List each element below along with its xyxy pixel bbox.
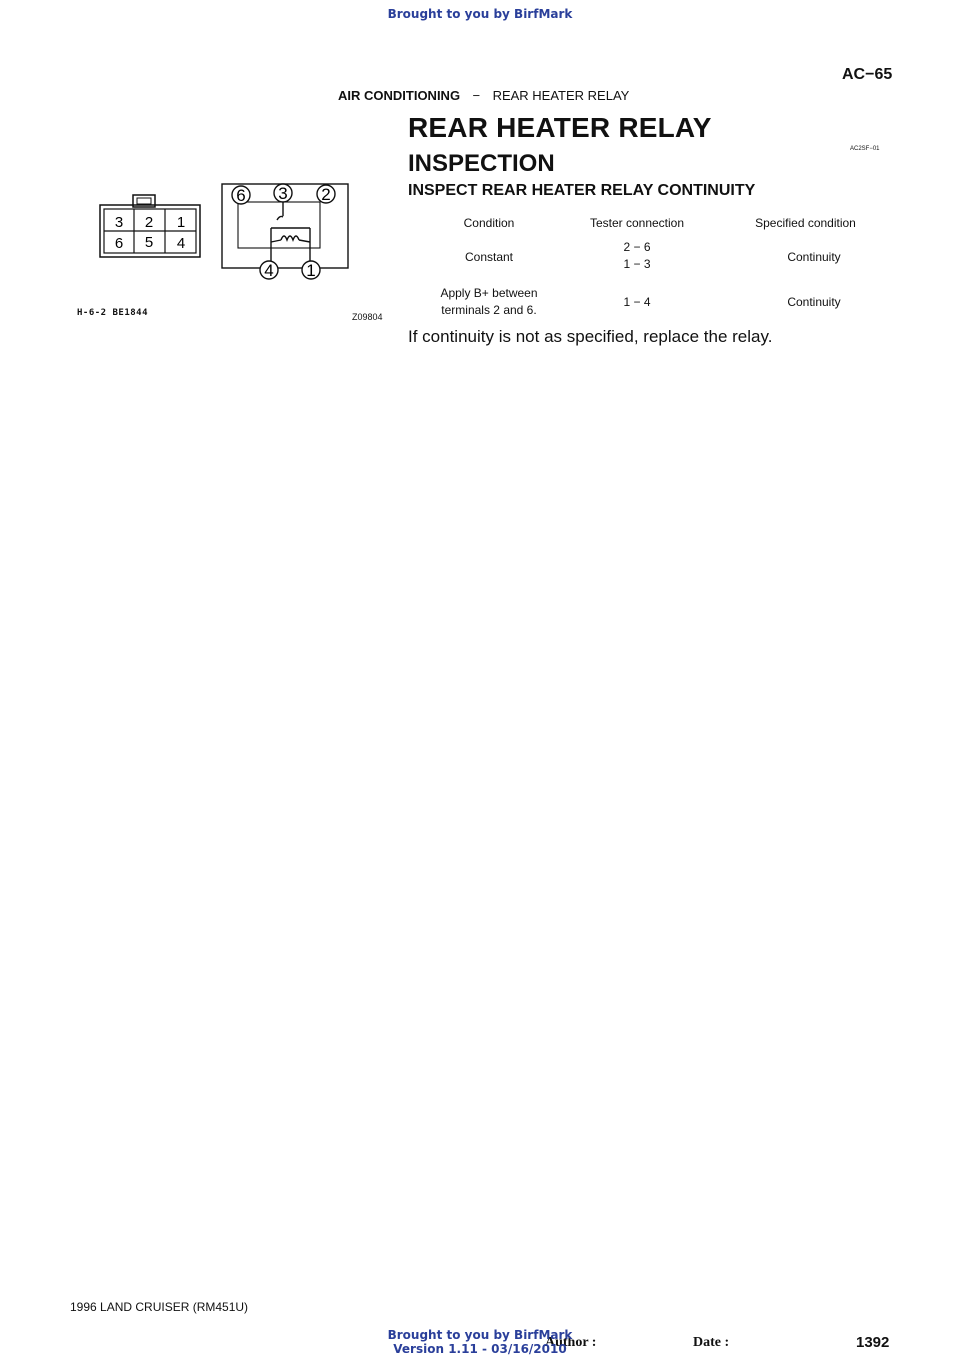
step-heading: INSPECT REAR HEATER RELAY CONTINUITY: [408, 182, 756, 199]
relay-figure: [70, 150, 390, 325]
cell-line: Apply B+ between: [440, 286, 538, 300]
footer-author-label: Author :: [545, 1335, 597, 1350]
watermark-top: Brought to you by BirfMark: [387, 7, 573, 21]
connector-terminal-label: 1: [176, 214, 186, 231]
instruction-note: If continuity is not as specified, replace the relay.: [408, 327, 773, 346]
relay-diagram: [70, 150, 390, 325]
continuity-table: [408, 210, 888, 325]
connector-terminal-label: 3: [114, 214, 124, 231]
schematic-terminal-label: 1: [306, 261, 316, 280]
cell-line: terminals 2 and 6.: [441, 303, 537, 317]
connector-terminal-label: 2: [144, 214, 154, 231]
schematic-terminal-label: 3: [278, 184, 288, 203]
cell-line: Constant: [464, 250, 514, 264]
header-separator: −: [472, 88, 481, 103]
reference-code: AC2SF−01: [850, 146, 880, 152]
table-cell-tester: [566, 294, 708, 311]
table-cell-tester: [566, 239, 708, 273]
connector-terminal-label: 5: [144, 234, 154, 251]
figure-code: Z09804: [352, 312, 383, 322]
running-header: [338, 87, 629, 105]
table-cell-specified: [743, 294, 885, 311]
footer-date-label: Date :: [693, 1335, 730, 1350]
cell-line: 2 − 6: [623, 240, 651, 254]
table-header-tester: Tester connection: [589, 216, 685, 230]
table-header-specified: Specified condition: [755, 216, 856, 230]
cell-line: 1 − 3: [623, 257, 651, 271]
header-section: AIR CONDITIONING: [338, 88, 461, 103]
page-code: AC−65: [842, 66, 893, 83]
footer-page-number: 1392: [856, 1334, 890, 1351]
connector-terminal-label: 6: [114, 235, 124, 252]
footer-model: 1996 LAND CRUISER (RM451U): [70, 1300, 249, 1314]
table-cell-condition: [418, 249, 560, 266]
figure-label: H-6-2 BE1844: [77, 308, 149, 318]
table-header-condition: Condition: [463, 216, 515, 230]
schematic-terminal-label: 6: [236, 186, 246, 205]
header-subsection: REAR HEATER RELAY: [492, 88, 630, 103]
page-title: REAR HEATER RELAY: [408, 112, 712, 143]
schematic-terminal-label: 2: [321, 185, 331, 204]
table-cell-specified: [743, 249, 885, 266]
schematic-terminal-label: 4: [264, 261, 274, 280]
watermark-bottom-line1: Brought to you by BirfMark: [387, 1328, 573, 1342]
cell-line: Continuity: [787, 250, 841, 264]
watermark-bottom-line2: Version 1.11 - 03/16/2010: [393, 1342, 567, 1356]
table-cell-condition: [418, 285, 560, 319]
section-subtitle: INSPECTION: [408, 150, 555, 177]
connector-terminal-label: 4: [176, 235, 186, 252]
watermark-bottom: [330, 1328, 630, 1356]
cell-line: 1 − 4: [623, 295, 651, 309]
cell-line: Continuity: [787, 295, 841, 309]
